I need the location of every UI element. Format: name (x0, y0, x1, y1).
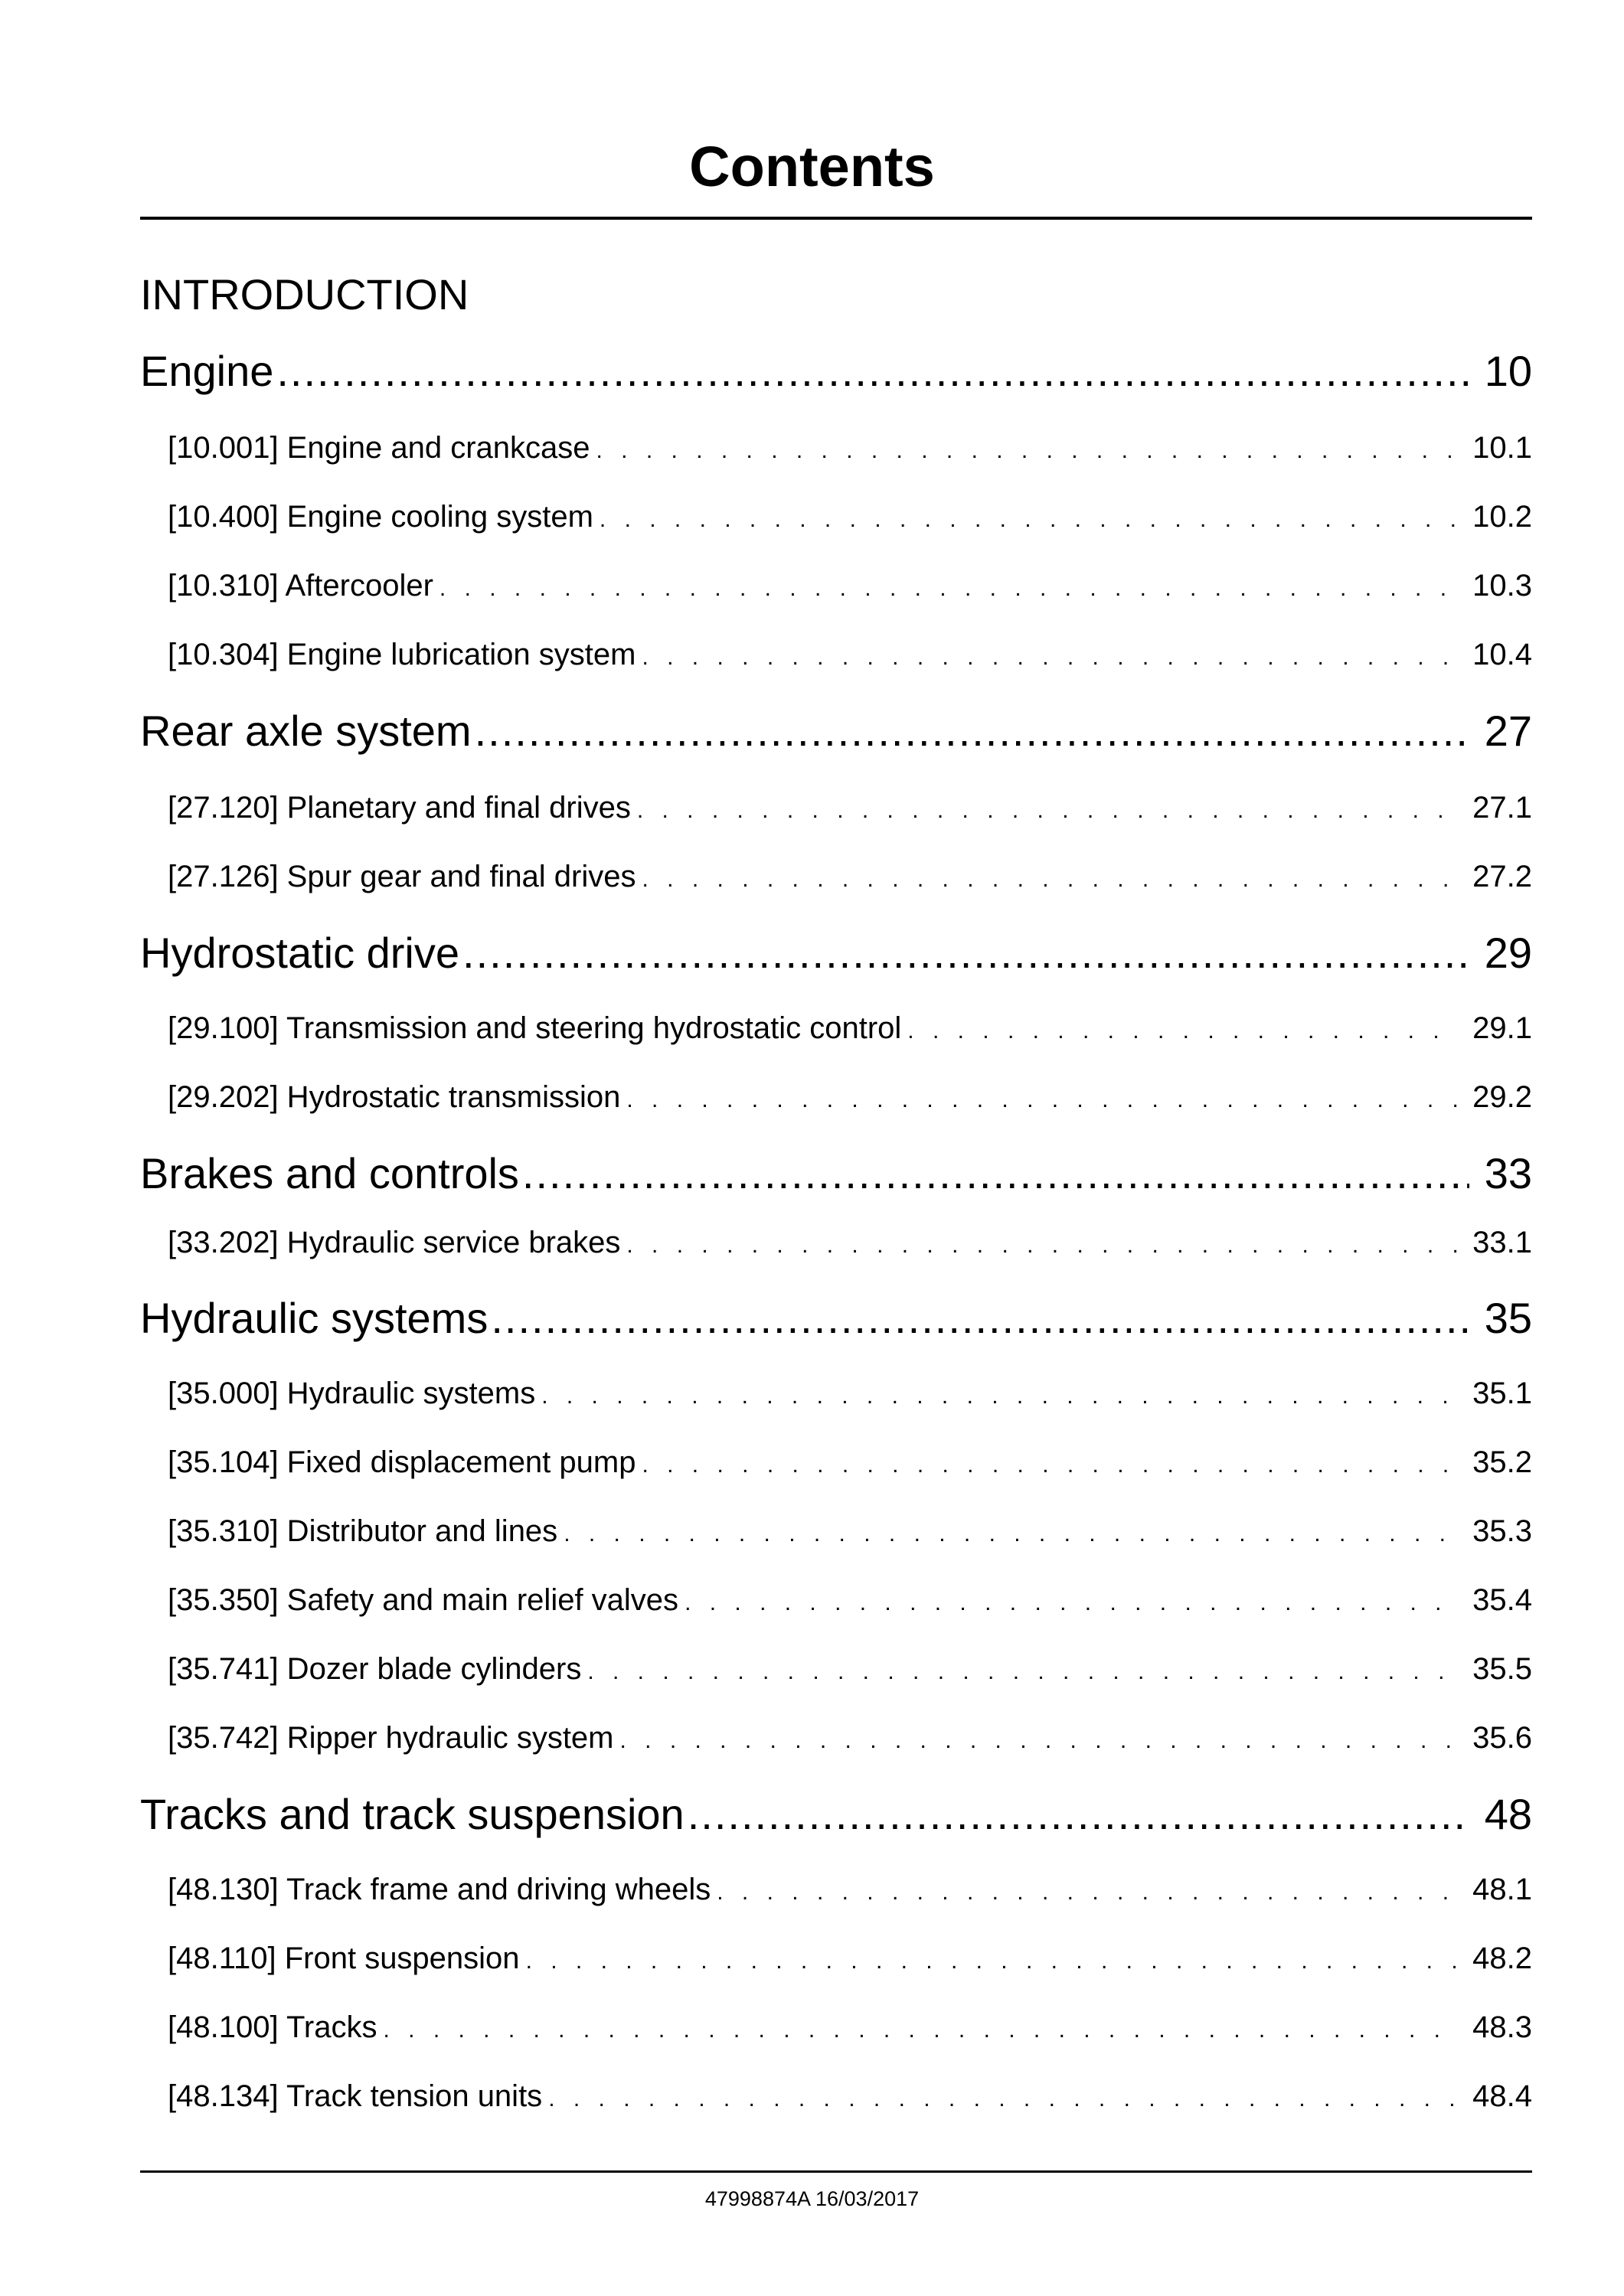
toc-section-entry[interactable] (168, 1439, 1532, 1488)
section-title: [10.310] Aftercooler (168, 569, 433, 603)
dot-leader (907, 1008, 1459, 1054)
dot-leader (587, 1649, 1459, 1695)
toc-section-entry[interactable] (168, 2004, 1532, 2053)
chapter-title: Hydrostatic drive (140, 929, 460, 977)
footer-divider (140, 2170, 1532, 2173)
section-title: [48.110] Front suspension (168, 1942, 520, 1975)
toc-chapter-entry[interactable] (140, 341, 1532, 402)
section-title: [48.100] Tracks (168, 2010, 377, 2044)
toc-section-entry[interactable] (168, 494, 1532, 543)
dot-leader (626, 1223, 1459, 1269)
section-page-number: 33.1 (1472, 1226, 1532, 1259)
section-page-number: 10.4 (1472, 638, 1532, 671)
section-title: [35.000] Hydraulic systems (168, 1377, 536, 1410)
section-page-number: 48.3 (1472, 2010, 1532, 2044)
section-page-number: 35.4 (1472, 1583, 1532, 1617)
section-title: [27.126] Spur gear and final drives (168, 860, 636, 893)
section-title: [10.400] Engine cooling system (168, 500, 593, 534)
chapter-title: Brakes and controls (140, 1149, 519, 1197)
section-page-number: 35.3 (1472, 1514, 1532, 1548)
dot-leader (620, 1718, 1459, 1764)
dot-leader (685, 1580, 1459, 1626)
toc-chapter-entry[interactable] (140, 923, 1532, 984)
chapter-title: Hydraulic systems (140, 1294, 489, 1342)
dot-leader (596, 428, 1459, 474)
section-title: [29.100] Transmission and steering hydrostatic control (168, 1011, 902, 1045)
toc-chapter-entry[interactable] (140, 1784, 1532, 1845)
section-page-number: 48.4 (1472, 2079, 1532, 2113)
toc-section-entry[interactable] (168, 1715, 1532, 1764)
chapter-page-number: 10 (1484, 347, 1532, 395)
dot-leader (564, 1511, 1459, 1557)
dot-leader (522, 1143, 1469, 1204)
dot-leader (475, 701, 1469, 762)
section-page-number: 48.2 (1472, 1942, 1532, 1975)
section-page-number: 35.2 (1472, 1445, 1532, 1479)
section-page-number: 35.5 (1472, 1652, 1532, 1686)
section-title: [35.742] Ripper hydraulic system (168, 1721, 614, 1755)
dot-leader (526, 1938, 1459, 1984)
section-title: [33.202] Hydraulic service brakes (168, 1226, 621, 1259)
toc-section-entry[interactable] (168, 1074, 1532, 1123)
chapter-page-number: 29 (1484, 929, 1532, 977)
dot-leader (541, 1373, 1459, 1419)
intro-heading: INTRODUCTION (140, 270, 469, 318)
section-page-number: 29.1 (1472, 1011, 1532, 1045)
toc-section-entry[interactable] (168, 1370, 1532, 1419)
section-title: [10.001] Engine and crankcase (168, 431, 590, 465)
toc-section-entry[interactable] (168, 425, 1532, 474)
dot-leader (688, 1784, 1469, 1845)
toc-section-entry[interactable] (168, 632, 1532, 681)
dot-leader (491, 1288, 1469, 1349)
chapter-title: Engine (140, 347, 274, 395)
section-page-number: 48.1 (1472, 1873, 1532, 1906)
section-title: [35.350] Safety and main relief valves (168, 1583, 679, 1617)
toc-chapter-entry[interactable] (140, 1143, 1532, 1204)
dot-leader (600, 497, 1459, 543)
section-page-number: 10.1 (1472, 431, 1532, 465)
section-title: [35.104] Fixed displacement pump (168, 1445, 636, 1479)
section-page-number: 29.2 (1472, 1080, 1532, 1114)
toc-section-entry[interactable] (168, 1646, 1532, 1695)
page-title: Contents (689, 135, 935, 198)
dot-leader (462, 923, 1469, 984)
dot-leader (642, 635, 1459, 681)
chapter-page-number: 27 (1484, 707, 1532, 755)
section-page-number: 10.3 (1472, 569, 1532, 603)
section-title: [10.304] Engine lubrication system (168, 638, 636, 671)
toc-section-entry[interactable] (168, 1220, 1532, 1269)
toc-section-entry[interactable] (168, 785, 1532, 834)
section-page-number: 10.2 (1472, 500, 1532, 534)
dot-leader (276, 341, 1469, 402)
section-page-number: 27.1 (1472, 791, 1532, 825)
toc-section-entry[interactable] (168, 1508, 1532, 1557)
toc-chapter-entry[interactable] (140, 1288, 1532, 1349)
dot-leader (637, 788, 1459, 834)
dot-leader (383, 2007, 1459, 2053)
chapter-title: Tracks and track suspension (140, 1790, 685, 1838)
section-title: [27.120] Planetary and final drives (168, 791, 631, 825)
section-page-number: 27.2 (1472, 860, 1532, 893)
dot-leader (548, 2076, 1459, 2122)
section-title: [48.134] Track tension units (168, 2079, 543, 2113)
toc-section-entry[interactable] (168, 563, 1532, 612)
toc-chapter-entry[interactable] (140, 701, 1532, 762)
chapter-page-number: 33 (1484, 1149, 1532, 1197)
chapter-page-number: 35 (1484, 1294, 1532, 1342)
toc-section-entry[interactable] (168, 1935, 1532, 1984)
dot-leader (642, 1442, 1459, 1488)
section-page-number: 35.6 (1472, 1721, 1532, 1755)
section-title: [35.741] Dozer blade cylinders (168, 1652, 582, 1686)
dot-leader (439, 566, 1459, 612)
section-page-number: 35.1 (1472, 1377, 1532, 1410)
document-footer: 47998874A 16/03/2017 (704, 2187, 920, 2210)
toc-section-entry[interactable] (168, 1867, 1532, 1916)
chapter-page-number: 48 (1484, 1790, 1532, 1838)
section-title: [35.310] Distributor and lines (168, 1514, 558, 1548)
dot-leader (642, 857, 1459, 903)
section-title: [29.202] Hydrostatic transmission (168, 1080, 621, 1114)
dot-leader (717, 1870, 1459, 1916)
dot-leader (626, 1077, 1459, 1123)
section-title: [48.130] Track frame and driving wheels (168, 1873, 711, 1906)
toc-section-entry[interactable] (168, 854, 1532, 903)
toc-section-entry[interactable] (168, 1005, 1532, 1054)
toc-section-entry[interactable] (168, 1577, 1532, 1626)
chapter-title: Rear axle system (140, 707, 472, 755)
toc-section-entry[interactable] (168, 2073, 1532, 2122)
